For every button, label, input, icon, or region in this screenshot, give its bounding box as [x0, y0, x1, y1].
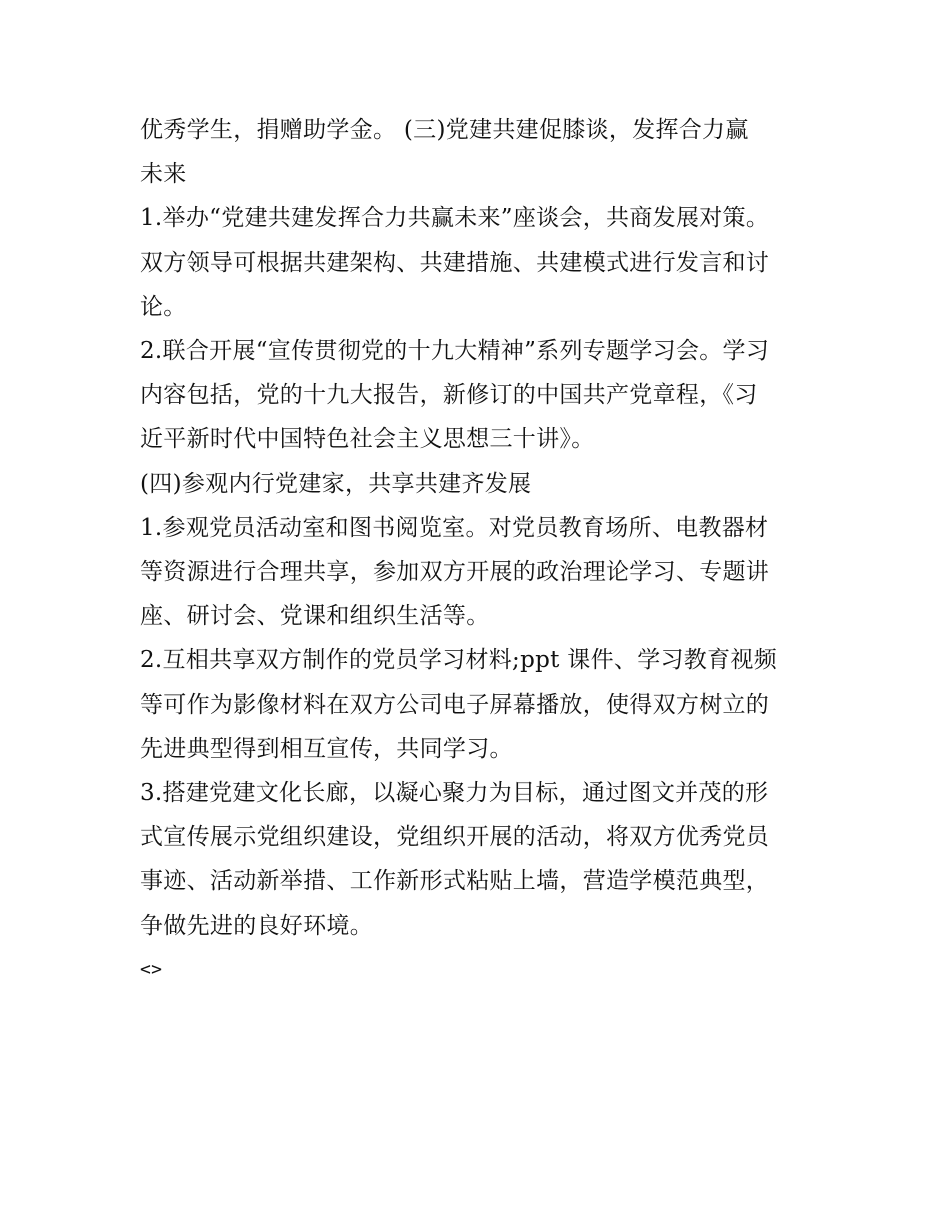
- text-line: 式宣传展示党组织建设，党组织开展的活动，将双方优秀党员: [140, 824, 770, 851]
- text-line: 先进典型得到相互宣传，共同学习。: [140, 735, 513, 762]
- text-line: 优秀学生，捐赠助学金。 (三)党建共建促膝谈，发挥合力赢: [140, 117, 749, 143]
- text-line: 座、研讨会、党课和组织生活等。: [140, 603, 490, 630]
- section-heading: (四)参观内行党建家，共享共建齐发展: [140, 470, 532, 497]
- text-line: 2.联合开展“宣传贯彻党的十九大精神”系列专题学习会。学习: [140, 338, 770, 365]
- end-mark: <>: [140, 958, 163, 980]
- text-line: 内容包括，党的十九大报告，新修订的中国共产党章程，《习: [140, 382, 758, 409]
- text-line: 1.参观党员活动室和图书阅览室。对党员教育场所、电教器材: [140, 514, 769, 541]
- text-line: 3.搭建党建文化长廊，以凝心聚力为目标，通过图文并茂的形: [140, 780, 769, 807]
- text-line: 等资源进行合理共享，参加双方开展的政治理论学习、专题讲: [140, 559, 770, 586]
- text-line: 事迹、活动新举措、工作新形式粘贴上墙，营造学模范典型，: [140, 868, 770, 895]
- text-line: 争做先进的良好环境。: [140, 912, 373, 939]
- text-line: 未来: [140, 161, 187, 188]
- text-line: 论。: [140, 293, 187, 320]
- text-line: 1.举办“党建共建发挥合力共赢未来”座谈会，共商发展对策。: [140, 205, 770, 232]
- text-line: 近平新时代中国特色社会主义思想三十讲》。: [140, 426, 595, 453]
- text-line: 双方领导可根据共建架构、共建措施、共建模式进行发言和讨: [140, 249, 770, 276]
- text-line: 2.互相共享双方制作的党员学习材料;ppt 课件、学习教育视频: [140, 647, 777, 674]
- text-line: 等可作为影像材料在双方公司电子屏幕播放，使得双方树立的: [140, 691, 770, 718]
- document-body: [140, 108, 820, 992]
